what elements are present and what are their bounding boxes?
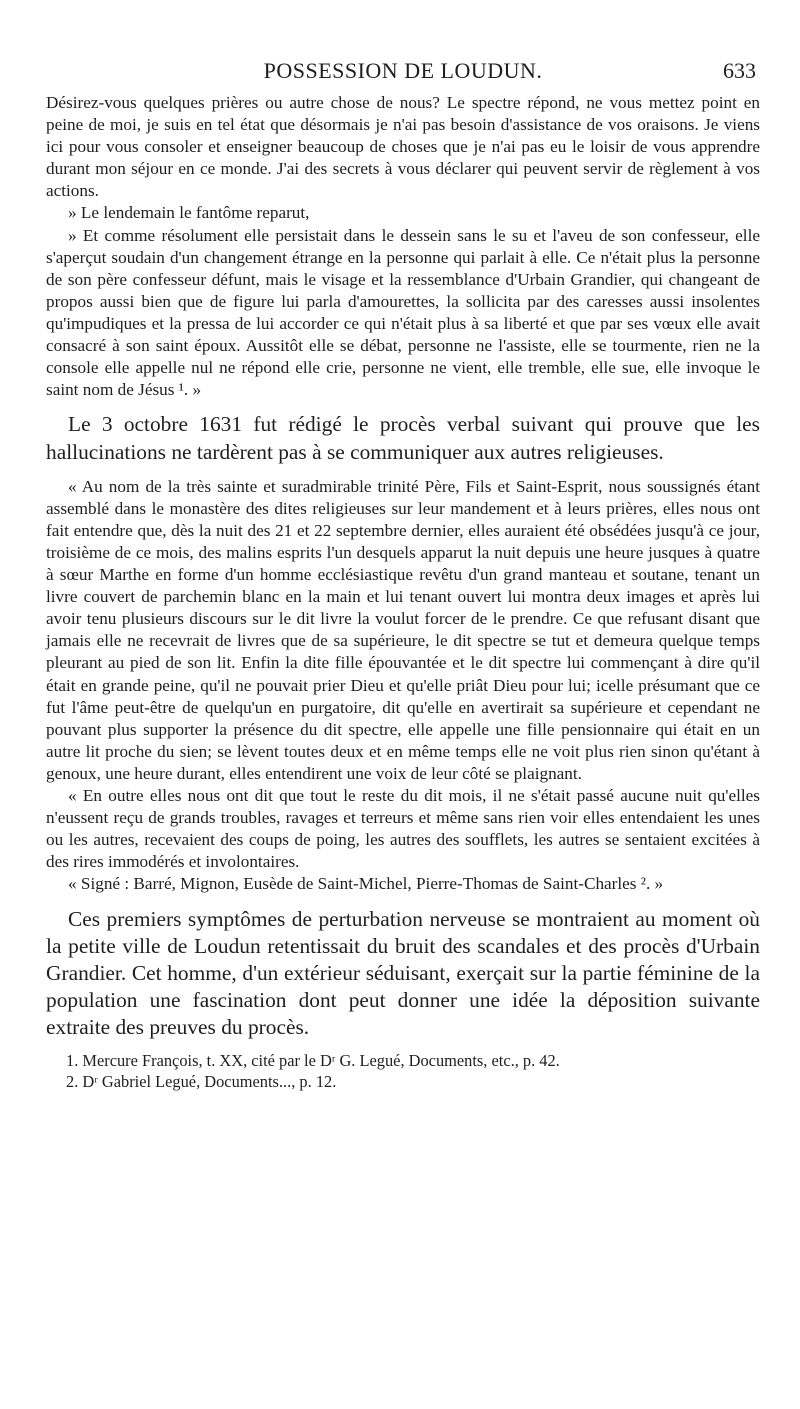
footnote-1: 1. Mercure François, t. XX, cité par le Dʳ G. Legué, Documents, etc., p. 42. <box>66 1050 560 1070</box>
paragraph-transformation: » Et comme résolument elle persistait dans le dessein sans le su et l'aveu de son confesseur, elle s'aperçut soudain d'un changement étrange en la personne qui parlait à elle. Ce n'était plus la personne de son père confesseur défunt, mais le visage et la ressemblance d'Urbain Grandier, qui changeant de propos aussi bien que de figure lui parla d'amourettes, la sollicita par des caresses aussi insolentes qu'impudiques et la pressa de lui accorder ce qui n'était plus à sa liberté et que par ses vœux elle avait consacré à son saint époux. Aussitôt elle se débat, personne ne l'assiste, elle se tourmente, rien ne la console elle appelle nul ne répond elle crie, personne ne vient, elle tremble, elle sue, elle invoque le saint nom de Jésus ¹. » <box>46 225 760 400</box>
quote-troubles: « En outre elles nous ont dit que tout le reste du dit mois, il ne s'était passé aucune nuit qu'elles n'eussent reçu de grands troubles, ravages et terreurs et même sans rien voir elles entendaient les unes ou les autres, recevaient des coups de poing, les autres des soufflets, les autres se sentaient excitées à des rires immodérés et involontaires. <box>46 786 760 872</box>
quote-signatures: « Signé : Barré, Mignon, Eusède de Saint-Michel, Pierre-Thomas de Saint-Charles ². » <box>68 874 664 894</box>
paragraph-continuation: Désirez-vous quelques prières ou autre chose de nous? Le spectre répond, ne vous mettez point en peine de moi, je suis en tel état que désormais je n'ai pas besoin d'assistance de vos oraisons. Je viens ici pour vous consoler et enseigner beaucoup de choses que je n'ai pas eu le loisir de vous apprendre durant mon séjour en ce monde. J'ai des secrets à vous déclarer qui peuvent servir de règlement à vos actions. <box>46 93 760 201</box>
footnotes <box>46 1050 760 1092</box>
paragraph-ghost-reappears: » Le lendemain le fantôme reparut, <box>68 203 310 223</box>
running-head <box>44 58 762 88</box>
quote-proces-verbal: « Au nom de la très sainte et suradmirable trinité Père, Fils et Saint-Esprit, nous soussignés étant assemblé dans le monastère des dites religieuses sur leur mandement et à leurs prières, elles nous ont fait entendre que, dès la nuit des 21 et 22 septembre dernier, elles auraient été obsédées jusqu'à ce jour, troisième de ce mois, des malins esprits l'un desquels apparut la nuit depuis une heure jusques à quatre à sœur Marthe en forme d'un homme ecclésiastique revêtu d'un grand manteau et soutane, tenant un livre couvert de parchemin blanc en la main et lui tenant ouvert lui montra deux images et après lui avoir tenu plusieurs discours sur le dit livre la voulut forcer de le prendre. Ce que refusant disant que jamais elle ne recevrait de livres que de sa supérieure, le dit spectre se tut et demeura quelque temps pleurant au pied de son lit. Enfin la dite fille épouvantée et le dit spectre lui commençant à dire qu'il était en grande peine, qu'il ne pouvait prier Dieu et qu'elle priât Dieu pour lui; icelle présumant que ce fut l'âme peut-être de quelqu'un en purgatoire, dit qu'elle en avertirait sa supérieure et cependant ne pouvant plus supporter la présence du dit spectre, elle appelle une fille pensionnaire qui était en un autre lit proche du sien; se lèvent toutes deux et en même temps elle ne voit plus rien sinon qu'étant à genoux, une heure durant, elles entendirent une voix de leur côté se plaignant. <box>46 476 760 783</box>
footnote-2: 2. Dʳ Gabriel Legué, Documents..., p. 12. <box>66 1071 337 1091</box>
paragraph-symptoms: Ces premiers symptômes de perturbation nerveuse se montraient au moment où la petite ville de Loudun retentissait du bruit des scandales et des procès d'Urbain Grandier. Cet homme, d'un extérieur séduisant, exerçait sur la partie féminine de la population une fascination dont peut donner une idée la déposition suivante extraite des preuves du procès. <box>46 906 760 1040</box>
paragraph-proces-verbal-intro: Le 3 octobre 1631 fut rédigé le procès verbal suivant qui prouve que les hallucinations ne tardèrent pas à se communiquer aux autres religieuses. <box>46 412 760 464</box>
page-number: 633 <box>723 58 756 83</box>
page-body <box>46 92 760 1092</box>
running-title: POSSESSION DE LOUDUN. <box>263 58 543 83</box>
